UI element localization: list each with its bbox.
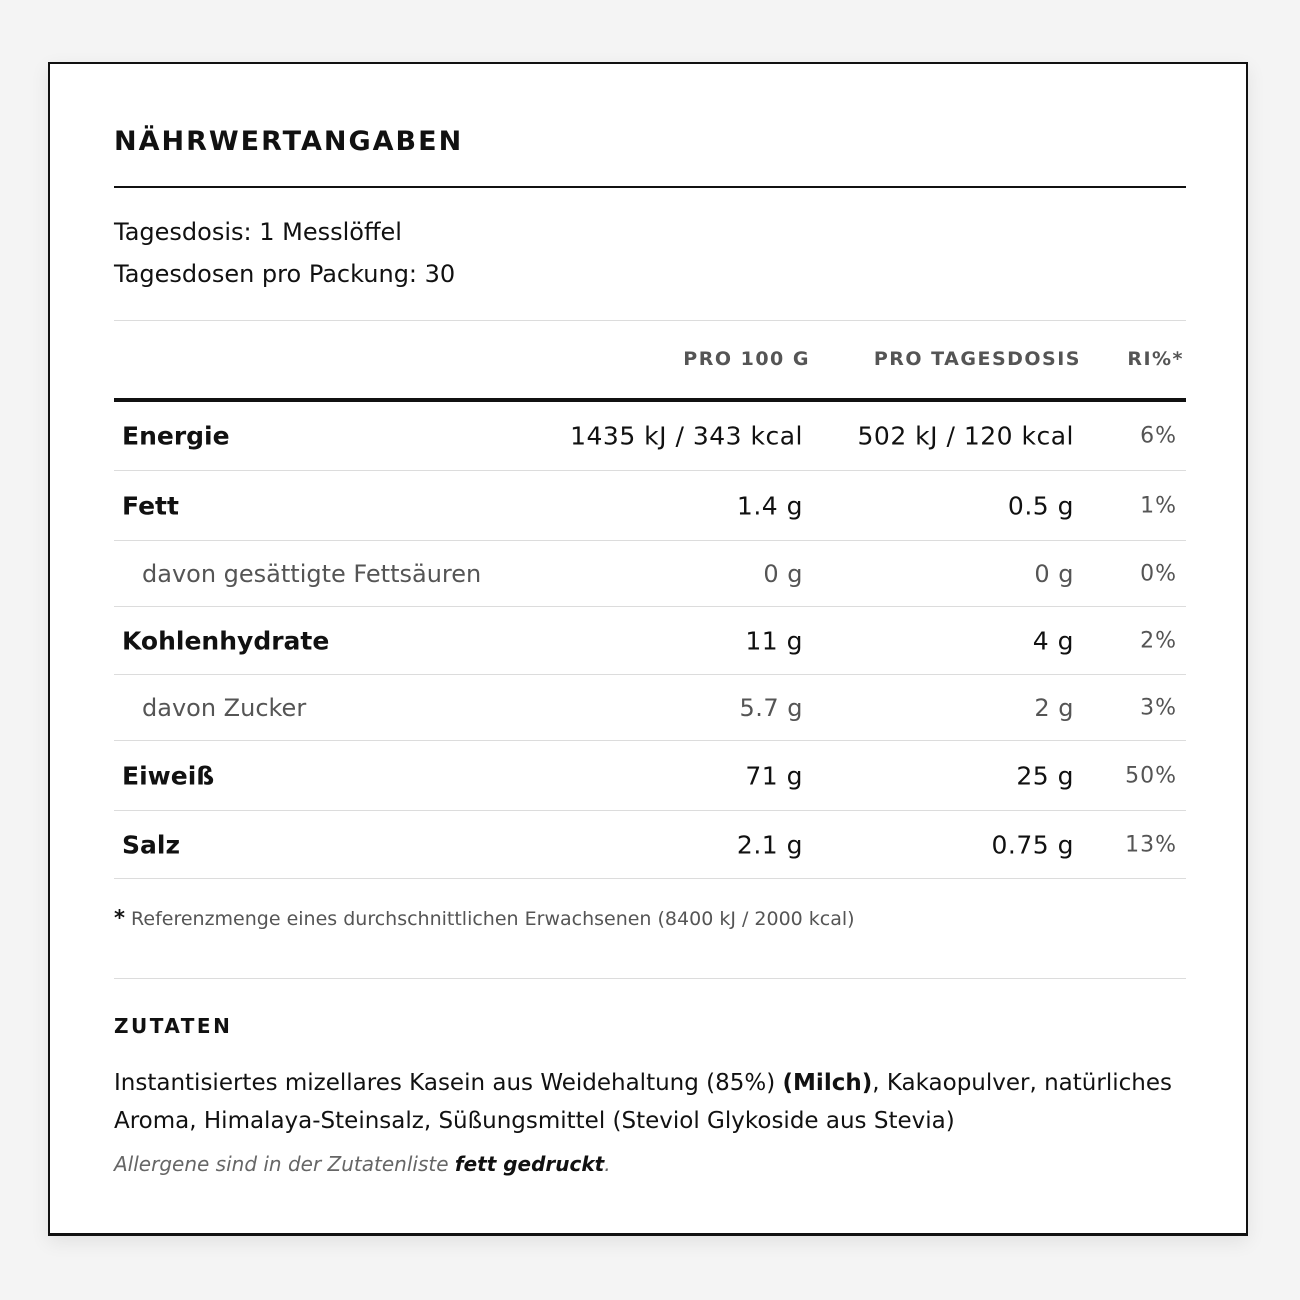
- table-row: [114, 402, 1186, 471]
- value-ri: 1%: [1140, 493, 1177, 518]
- nutrient-name: Eiweiß: [122, 761, 215, 790]
- value-ri: 2%: [1140, 628, 1177, 653]
- value-ri: 6%: [1140, 423, 1177, 449]
- footnote-star: *: [114, 906, 125, 930]
- ingredients-part-2: , Kakaopulver, natürliches Aroma, Himalaya-Steinsalz, Süßungsmittel (Steviol Glykoside aus Stevia): [114, 1070, 1172, 1134]
- nutrition-card: [48, 62, 1248, 1236]
- serving-divider: [114, 320, 1186, 321]
- value-per-100g: 0 g: [763, 559, 803, 588]
- value-per-100g: 5.7 g: [739, 693, 803, 722]
- value-per-dose: 25 g: [1016, 761, 1074, 790]
- allergen-note-end: .: [604, 1152, 611, 1176]
- page-title: NÄHRWERTANGABEN: [114, 126, 464, 157]
- value-per-100g: 1.4 g: [736, 491, 803, 520]
- ingredients-title: ZUTATEN: [114, 1014, 233, 1038]
- value-ri: 13%: [1125, 832, 1177, 857]
- value-per-dose: 2 g: [1034, 693, 1074, 722]
- ingredients-text: [114, 1064, 1186, 1140]
- header-per-100g: PRO 100 G: [683, 348, 810, 370]
- table-row: [114, 811, 1186, 879]
- allergen-milk: (Milch): [782, 1070, 873, 1096]
- footnote-text: Referenzmenge eines durchschnittlichen Erwachsenen (8400 kJ / 2000 kcal): [131, 908, 855, 930]
- value-per-dose: 0 g: [1034, 559, 1074, 588]
- nutrient-name: Fett: [122, 491, 179, 520]
- serving-size: Tagesdosis: 1 Messlöffel: [114, 218, 402, 246]
- header-ri: RI%*: [1127, 348, 1184, 370]
- ingredients-part-1: Instantisiertes mizellares Kasein aus Weidehaltung (85%): [114, 1070, 783, 1096]
- nutrient-name: davon Zucker: [142, 693, 307, 722]
- value-ri: 50%: [1125, 763, 1177, 788]
- value-per-100g: 11 g: [745, 626, 803, 655]
- nutrient-name: Salz: [122, 830, 180, 859]
- servings-per-pack: Tagesdosen pro Packung: 30: [114, 260, 456, 288]
- allergen-note-bold: fett gedruckt: [454, 1152, 605, 1176]
- value-per-100g: 71 g: [745, 761, 803, 790]
- nutrient-name: Energie: [122, 421, 230, 451]
- title-divider: [114, 186, 1186, 188]
- table-row: [114, 675, 1186, 741]
- table-row: [114, 471, 1186, 541]
- table-row: [114, 741, 1186, 811]
- value-per-dose: 4 g: [1032, 626, 1074, 655]
- allergen-note: [114, 1152, 611, 1176]
- nutrient-name: Kohlenhydrate: [122, 626, 330, 655]
- table-row: [114, 541, 1186, 607]
- value-per-dose: 0.75 g: [991, 830, 1074, 859]
- value-per-100g: 1435 kJ / 343 kcal: [570, 421, 803, 451]
- section-divider: [114, 978, 1186, 979]
- value-ri: 3%: [1140, 695, 1177, 720]
- value-per-100g: 2.1 g: [736, 830, 803, 859]
- nutrient-name: davon gesättigte Fettsäuren: [142, 559, 482, 588]
- value-per-dose: 502 kJ / 120 kcal: [857, 421, 1074, 451]
- value-ri: 0%: [1140, 561, 1177, 586]
- header-per-dose: PRO TAGESDOSIS: [873, 348, 1081, 370]
- table-row: [114, 607, 1186, 675]
- value-per-dose: 0.5 g: [1007, 491, 1074, 520]
- reference-footnote: [114, 906, 855, 930]
- table-header: [114, 348, 1186, 374]
- allergen-note-text: Allergene sind in der Zutatenliste: [114, 1152, 455, 1176]
